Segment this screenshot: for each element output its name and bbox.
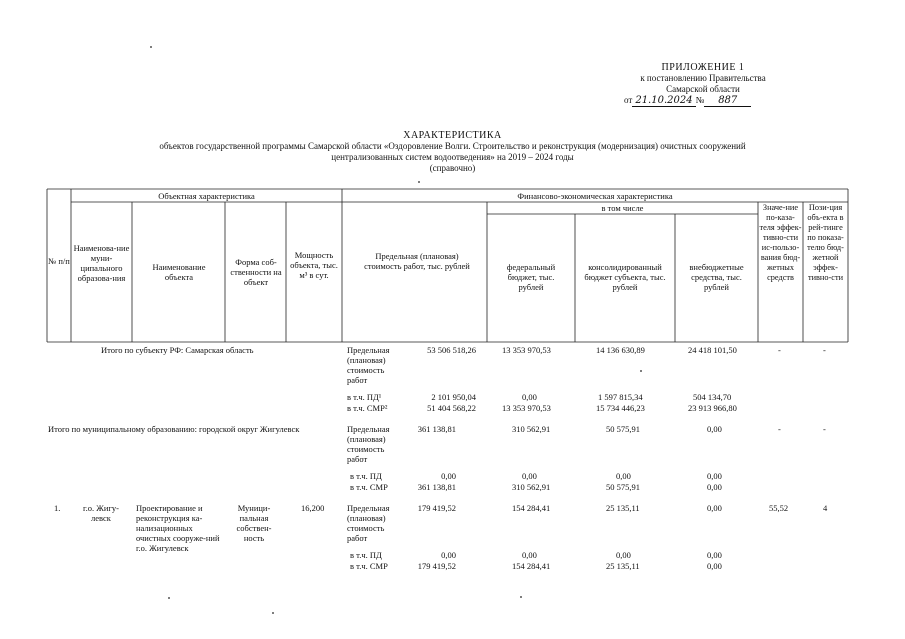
total-subject-federal-smr: 13 353 970,53 [502,403,551,413]
total-municipal-cost-smr: 361 138,81 [417,482,456,492]
row-smr-label: в т.ч. СМР² [347,403,388,413]
total-municipal-consolidated-smr: 50 575,91 [606,482,640,492]
row1-municipality: г.о. Жигу-левск [83,503,119,523]
row1-cost: 179 419,52 [417,503,456,513]
total-municipal-consolidated: 50 575,91 [606,424,640,434]
total-municipal-extra: 0,00 [707,424,722,434]
row1-ownership: Муници-пальная собствен-ность [236,503,272,543]
scan-speck [168,597,170,599]
date-prefix: от [624,95,633,105]
row1-num: 1. [54,503,61,513]
row1-federal-smr: 154 284,41 [512,561,551,571]
heading-note: (справочно) [429,163,476,173]
col-object-name-header: Наименование объекта [152,262,206,282]
total-subject-label: Итого по субъекту РФ: Самарская область [101,345,254,355]
row1-consolidated-smr: 25 135,11 [606,561,640,571]
total-municipal-position: - [823,424,826,434]
total-subject-efficiency: - [778,345,781,355]
row1-consolidated: 25 135,11 [606,503,640,513]
scan-speck [272,612,274,614]
total-municipal-label: Итого по муниципальному образованию: городской округ Жигулевск [48,424,300,434]
appendix-date-line [618,95,788,106]
total-subject-consolidated-pd: 1 597 815,34 [598,392,643,402]
row-cost-label: Предельная (плановая) стоимость работ [347,424,390,464]
row1-cost-pd: 0,00 [441,550,456,560]
row1-cost-smr: 179 419,52 [417,561,456,571]
total-subject-consolidated-smr: 15 734 446,23 [596,403,645,413]
row-pd-label: в т.ч. ПД [350,471,382,481]
sub-including-header: в том числе [601,203,644,213]
heading-title: ХАРАКТЕРИСТИКА [403,130,502,141]
appendix-title: ПРИЛОЖЕНИЕ 1 [661,62,745,73]
total-subject-extra: 24 418 101,50 [688,345,737,355]
row-cost-label: Предельная (плановая) стоимость работ [347,345,390,385]
col-capacity-header: Мощность объекта, тыс. м³ в сут. [290,250,338,280]
scan-speck [640,370,642,372]
total-subject-cost: 53 506 518,26 [427,345,476,355]
appendix-line1: к постановлению Правительства [640,73,766,83]
total-subject-federal: 13 353 970,53 [502,345,551,355]
col-municipality-header: Наименова-ние муни-ципального образова-ния [73,243,130,283]
row-smr-label: в т.ч. СМР [350,482,388,492]
col-federal-header: федеральный бюджет, тыс. рублей [506,262,556,292]
total-municipal-federal-pd: 0,00 [522,471,537,481]
document-heading [100,130,805,174]
row-cost-label: Предельная (плановая) стоимость работ [347,503,390,543]
total-subject-extra-pd: 504 134,70 [693,392,732,402]
row1-position: 4 [823,503,828,513]
col-position-header: Пози-ция объ-екта в рей-тинге по показа-телю бюд-жетной эффек-тивно-сти [807,203,844,282]
handwritten-date: 21.10.2024 [632,95,695,107]
heading-subtitle-1: объектов государственной программы Самарской области «Оздоровление Волги. Строительство и реконструкция (модернизация) очистных сооружений [159,141,746,151]
total-municipal-consolidated-pd: 0,00 [616,471,631,481]
row1-efficiency: 55,52 [769,503,789,513]
row1-object: Проектирование и реконструкция ка-нализационных очистных сооруже-ний г.о. Жигулевск [136,503,220,553]
col-ownership-header: Форма соб-ственности на объект [230,257,282,287]
appendix-line2: Самарской области [666,84,740,94]
row1-extra-pd: 0,00 [707,550,722,560]
row1-federal-pd: 0,00 [522,550,537,560]
scan-speck [520,596,522,598]
total-municipal-cost-pd: 0,00 [441,471,456,481]
handwritten-number: 887 [704,95,751,107]
total-subject-consolidated: 14 136 630,89 [596,345,645,355]
heading-subtitle-2: централизованных систем водоотведения» на 2019 – 2024 годы [331,152,574,162]
group-finance-header: Финансово-экономическая характеристика [517,191,673,201]
total-municipal-federal-smr: 310 562,91 [512,482,551,492]
total-municipal-extra-smr: 0,00 [707,482,722,492]
row-pd-label: в т.ч. ПД¹ [347,392,382,402]
scan-speck [418,181,420,183]
scan-speck [150,46,152,48]
number-prefix: № [695,95,705,105]
row1-extra: 0,00 [707,503,722,513]
col-extrabudget-header: внебюджетные средства, тыс. рублей [689,262,744,292]
row1-extra-smr: 0,00 [707,561,722,571]
col-efficiency-header: Значе-ние по-каза-теля эффек-тивно-сти ис-пользо-вания бюд-жетных средств [759,203,802,282]
total-subject-cost-pd: 2 101 950,04 [431,392,476,402]
total-municipal-cost: 361 138,81 [417,424,456,434]
row-pd-label: в т.ч. ПД [350,550,382,560]
col-num-header: № п/п [48,256,70,266]
appendix-block [618,62,788,106]
total-subject-federal-pd: 0,00 [522,392,537,402]
total-municipal-extra-pd: 0,00 [707,471,722,481]
row-smr-label: в т.ч. СМР [350,561,388,571]
col-consolidated-header: консолидированный бюджет субъекта, тыс. рублей [584,262,666,292]
total-subject-extra-smr: 23 913 966,80 [688,403,737,413]
row1-capacity: 16,200 [301,503,325,513]
group-object-header: Объектная характеристика [158,191,255,201]
total-municipal-federal: 310 562,91 [512,424,551,434]
col-cost-header: Предельная (плановая) стоимость работ, тыс. рублей [364,251,470,271]
total-subject-cost-smr: 51 404 568,22 [427,403,476,413]
row1-federal: 154 284,41 [512,503,551,513]
row1-consolidated-pd: 0,00 [616,550,631,560]
total-subject-position: - [823,345,826,355]
total-municipal-efficiency: - [778,424,781,434]
